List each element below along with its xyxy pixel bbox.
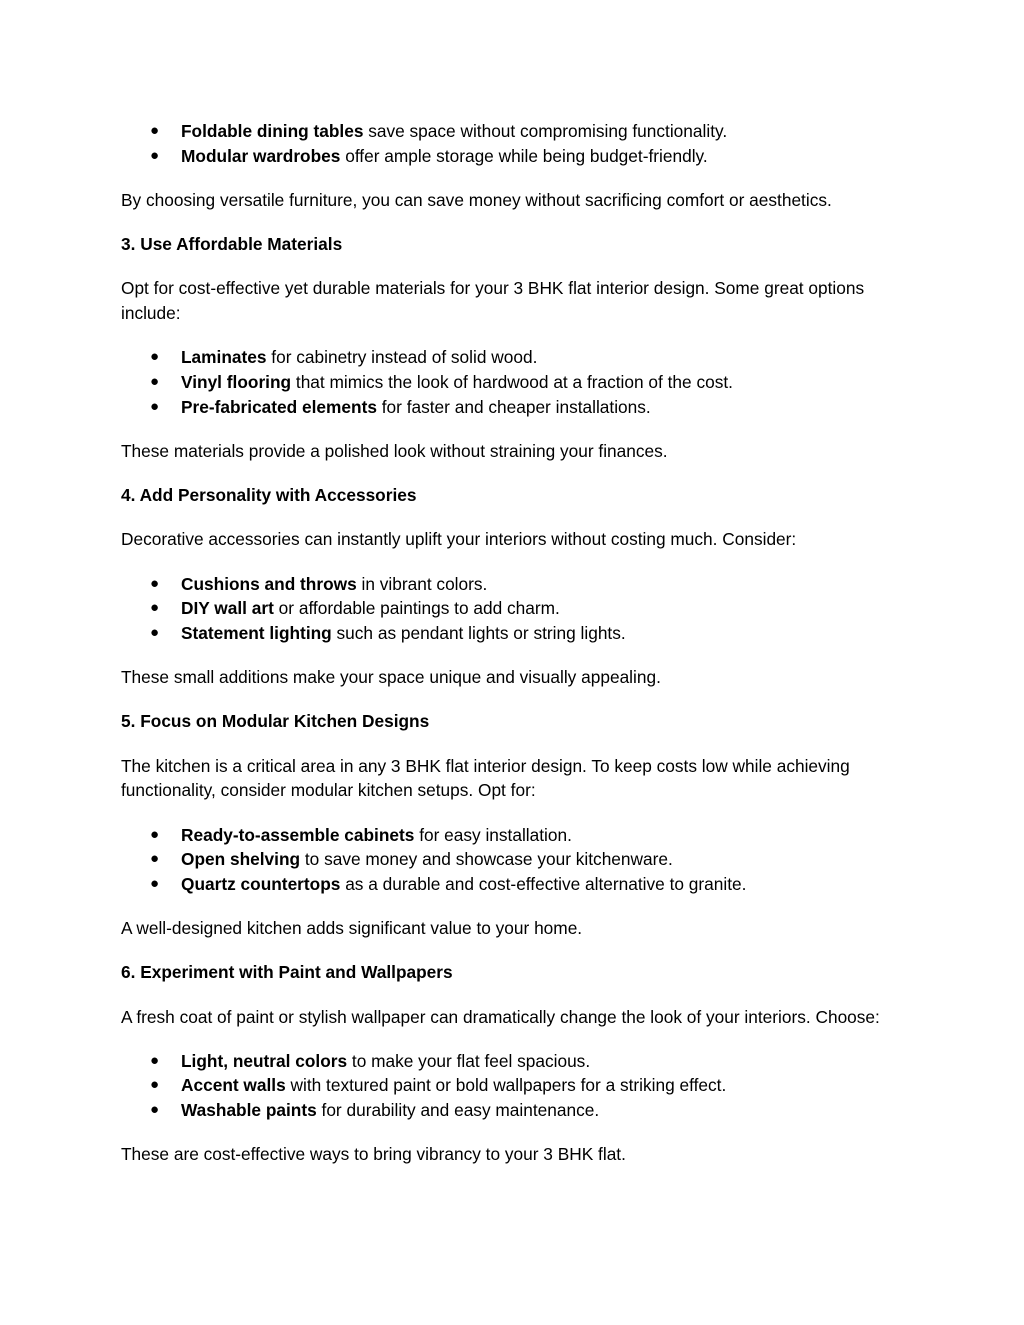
list-item	[121, 596, 911, 621]
bullet-list	[121, 823, 911, 897]
bullet-icon: ●	[150, 397, 160, 415]
list-item-text: or affordable paintings to add charm.	[273, 598, 560, 619]
paragraph: Opt for cost-effective yet durable materials for your 3 BHK flat interior design. Some great options include:	[121, 278, 865, 324]
list-item-bold: Pre-fabricated elements	[181, 396, 377, 417]
list-item-text: that mimics the look of hardwood at a fraction of the cost.	[291, 371, 733, 392]
bullet-icon: ●	[150, 1051, 160, 1069]
bullet-list	[121, 1049, 911, 1123]
list-item	[121, 144, 911, 169]
list-item-text: such as pendant lights or string lights.	[331, 622, 626, 643]
list-item-bold: Laminates	[181, 347, 267, 368]
bullet-icon: ●	[150, 1076, 160, 1094]
list-item-bold: Vinyl flooring	[181, 371, 292, 392]
intro-bullet-list	[121, 119, 911, 168]
list-item-bold: Statement lighting	[181, 622, 332, 643]
list-item-text: for easy installation.	[414, 824, 572, 845]
list-item-text: to make your flat feel spacious.	[347, 1050, 591, 1071]
list-item	[121, 1049, 911, 1074]
list-item	[121, 119, 911, 144]
list-item-bold: Cushions and throws	[181, 573, 357, 594]
bullet-icon: ●	[150, 574, 160, 592]
list-item-text: for cabinetry instead of solid wood.	[266, 347, 538, 368]
list-item-text: offer ample storage while being budget-friendly.	[340, 145, 708, 166]
bullet-icon: ●	[150, 122, 160, 139]
list-item-text: for durability and easy maintenance.	[316, 1100, 600, 1121]
list-item	[121, 872, 911, 897]
list-item-text: to save money and showcase your kitchenware.	[300, 849, 673, 870]
list-item	[121, 1073, 911, 1098]
document-body	[121, 119, 911, 1167]
list-item	[121, 823, 911, 848]
list-item-bold: Quartz countertops	[181, 873, 341, 894]
paragraph: A well-designed kitchen adds significant value to your home.	[121, 918, 583, 938]
bullet-icon: ●	[150, 1101, 160, 1119]
paragraph: A fresh coat of paint or stylish wallpaper can dramatically change the look of your interiors. Choose:	[121, 1006, 880, 1027]
bullet-icon: ●	[150, 850, 160, 868]
list-item-text: in vibrant colors.	[356, 573, 488, 594]
list-item-bold: DIY wall art	[181, 598, 274, 619]
list-item	[121, 847, 911, 872]
list-item-text: as a durable and cost-effective alternative to granite.	[340, 873, 747, 894]
bullet-icon: ●	[150, 372, 160, 390]
paragraph: The kitchen is a critical area in any 3 BHK flat interior design. To keep costs low while achieving functionality, consider modular kitchen setups. Opt for:	[121, 755, 850, 801]
bullet-list	[121, 572, 911, 646]
section-heading: 4. Add Personality with Accessories	[121, 485, 417, 506]
list-item-bold: Foldable dining tables	[181, 121, 364, 141]
list-item-bold: Washable paints	[181, 1100, 317, 1121]
list-item-text: for faster and cheaper installations.	[376, 396, 651, 417]
list-item	[121, 370, 911, 395]
bullet-icon: ●	[150, 599, 160, 617]
bullet-icon: ●	[150, 146, 160, 164]
list-item	[121, 572, 911, 597]
paragraph: These are cost-effective ways to bring vibrancy to your 3 BHK flat.	[121, 1144, 626, 1165]
list-item	[121, 395, 911, 420]
bullet-list	[121, 345, 911, 419]
paragraph: These materials provide a polished look without straining your finances.	[121, 440, 668, 461]
section-heading: 6. Experiment with Paint and Wallpapers	[121, 962, 453, 983]
list-item-bold: Light, neutral colors	[181, 1050, 348, 1071]
list-item-bold: Open shelving	[181, 849, 301, 870]
bullet-icon: ●	[150, 825, 160, 843]
paragraph: Decorative accessories can instantly uplift your interiors without costing much. Consider:	[121, 529, 797, 550]
paragraph: By choosing versatile furniture, you can save money without sacrificing comfort or aesthetics.	[121, 189, 832, 210]
list-item	[121, 345, 911, 370]
bullet-icon: ●	[150, 348, 160, 366]
list-item	[121, 1098, 911, 1123]
paragraph: These small additions make your space unique and visually appealing.	[121, 667, 661, 688]
list-item-bold: Modular wardrobes	[181, 145, 341, 166]
section-heading: 5. Focus on Modular Kitchen Designs	[121, 711, 430, 732]
bullet-icon: ●	[150, 623, 160, 641]
list-item-text: with textured paint or bold wallpapers for a striking effect.	[285, 1075, 727, 1096]
list-item	[121, 621, 911, 646]
bullet-icon: ●	[150, 874, 160, 892]
section-heading: 3. Use Affordable Materials	[121, 234, 343, 255]
list-item-bold: Ready-to-assemble cabinets	[181, 824, 415, 845]
list-item-bold: Accent walls	[181, 1075, 286, 1096]
list-item-text: save space without compromising functionality.	[363, 121, 728, 141]
